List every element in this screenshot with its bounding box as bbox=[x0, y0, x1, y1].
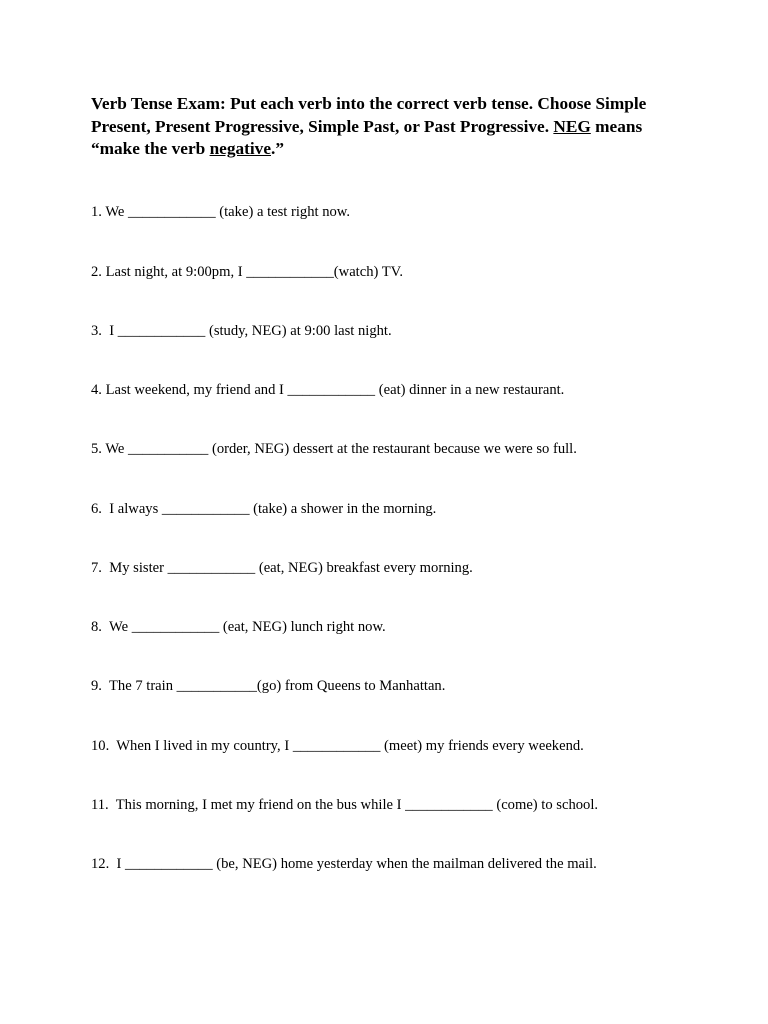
question-4: 4. Last weekend, my friend and I ____________ (eat) dinner in a new restaurant. bbox=[91, 382, 565, 398]
question-8: 8. We ____________ (eat, NEG) lunch right now. bbox=[91, 619, 386, 635]
question-1: 1. We ____________ (take) a test right now. bbox=[91, 204, 351, 220]
worksheet-page bbox=[91, 93, 691, 872]
question-6: 6. I always ____________ (take) a shower in the morning. bbox=[91, 501, 437, 517]
neg-term: NEG bbox=[553, 116, 591, 136]
question-7: 7. My sister ____________ (eat, NEG) breakfast every morning. bbox=[91, 560, 473, 576]
instructions-text-3: .” bbox=[271, 139, 284, 158]
question-12: 12. I ____________ (be, NEG) home yesterday when the mailman delivered the mail. bbox=[91, 856, 597, 872]
question-3: 3. I ____________ (study, NEG) at 9:00 last night. bbox=[91, 323, 392, 339]
negative-term: negative bbox=[209, 139, 271, 158]
question-5: 5. We ___________ (order, NEG) dessert at the restaurant because we were so full. bbox=[91, 441, 577, 457]
instructions-text-1: Verb Tense Exam: Put each verb into the correct verb tense. Choose Simple Present, Present Progressive, Simple Past, or Past Progressive. bbox=[91, 94, 647, 136]
question-10: 10. When I lived in my country, I ____________ (meet) my friends every weekend. bbox=[91, 738, 584, 754]
exam-instructions bbox=[91, 93, 691, 161]
instructions-text-2: means “make the verb bbox=[91, 116, 643, 158]
question-9: 9. The 7 train ___________(go) from Queens to Manhattan. bbox=[91, 678, 446, 694]
question-2: 2. Last night, at 9:00pm, I ____________(watch) TV. bbox=[91, 264, 403, 280]
question-11: 11. This morning, I met my friend on the bus while I ____________ (come) to school. bbox=[91, 797, 599, 813]
